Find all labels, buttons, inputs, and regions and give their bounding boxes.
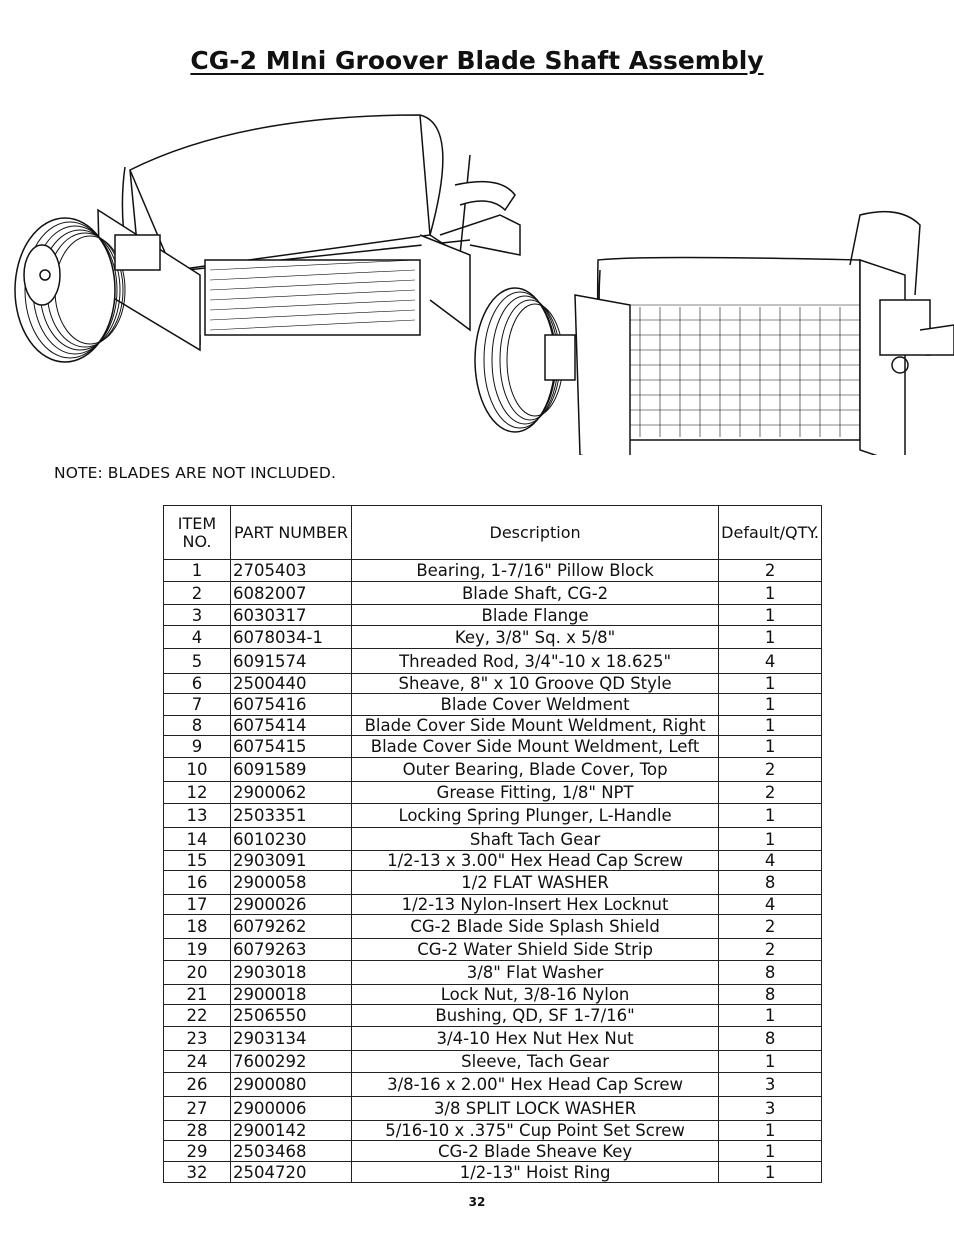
- qty-cell: 1: [719, 626, 822, 649]
- description-cell: 3/4-10 Hex Nut Hex Nut: [352, 1027, 719, 1051]
- table-row: [164, 871, 822, 895]
- qty-cell: 2: [719, 758, 822, 782]
- qty-cell: 8: [719, 985, 822, 1005]
- description-cell: Blade Shaft, CG-2: [352, 582, 719, 605]
- item-no-cell: 15: [164, 851, 231, 871]
- description-cell: 1/2-13 x 3.00" Hex Head Cap Screw: [352, 851, 719, 871]
- qty-cell: 4: [719, 851, 822, 871]
- description-cell: 1/2-13" Hoist Ring: [352, 1162, 719, 1183]
- table-row: [164, 782, 822, 804]
- note-text: NOTE: BLADES ARE NOT INCLUDED.: [54, 464, 336, 482]
- description-cell: 1/2-13 Nylon-Insert Hex Locknut: [352, 895, 719, 915]
- item-no-cell: 10: [164, 758, 231, 782]
- part-number-cell: 2903134: [231, 1027, 352, 1051]
- table-row: [164, 1097, 822, 1121]
- qty-cell: 1: [719, 1141, 822, 1162]
- qty-cell: 8: [719, 961, 822, 985]
- qty-cell: 1: [719, 1005, 822, 1027]
- qty-cell: 2: [719, 782, 822, 804]
- qty-cell: 1: [719, 804, 822, 828]
- description-cell: Blade Flange: [352, 605, 719, 626]
- part-number-cell: 2900026: [231, 895, 352, 915]
- part-number-cell: 6091589: [231, 758, 352, 782]
- description-cell: Lock Nut, 3/8-16 Nylon: [352, 985, 719, 1005]
- description-cell: Bearing, 1-7/16" Pillow Block: [352, 560, 719, 582]
- table-row: [164, 985, 822, 1005]
- item-no-cell: 27: [164, 1097, 231, 1121]
- item-no-cell: 14: [164, 828, 231, 851]
- item-no-cell: 20: [164, 961, 231, 985]
- header-part-number: PART NUMBER: [231, 506, 352, 560]
- qty-cell: 1: [719, 582, 822, 605]
- table-row: [164, 1073, 822, 1097]
- qty-cell: 2: [719, 560, 822, 582]
- part-number-cell: 2900018: [231, 985, 352, 1005]
- item-no-cell: 29: [164, 1141, 231, 1162]
- part-number-cell: 2900080: [231, 1073, 352, 1097]
- qty-cell: 1: [719, 674, 822, 694]
- header-qty: Default/QTY.: [719, 506, 822, 560]
- qty-cell: 4: [719, 649, 822, 674]
- qty-cell: 3: [719, 1073, 822, 1097]
- part-number-cell: 2900142: [231, 1121, 352, 1141]
- part-number-cell: 2900062: [231, 782, 352, 804]
- description-cell: Shaft Tach Gear: [352, 828, 719, 851]
- item-no-cell: 13: [164, 804, 231, 828]
- qty-cell: 1: [719, 1051, 822, 1073]
- description-cell: Blade Cover Side Mount Weldment, Right: [352, 716, 719, 736]
- item-no-cell: 16: [164, 871, 231, 895]
- qty-cell: 3: [719, 1097, 822, 1121]
- qty-cell: 1: [719, 736, 822, 758]
- part-number-cell: 6075414: [231, 716, 352, 736]
- qty-cell: 1: [719, 1121, 822, 1141]
- table-row: [164, 828, 822, 851]
- description-cell: 5/16-10 x .375" Cup Point Set Screw: [352, 1121, 719, 1141]
- table-header-row: [164, 506, 822, 560]
- item-no-cell: 7: [164, 694, 231, 716]
- header-description: Description: [352, 506, 719, 560]
- part-number-cell: 2500440: [231, 674, 352, 694]
- table-row: [164, 560, 822, 582]
- table-row: [164, 736, 822, 758]
- item-no-cell: 12: [164, 782, 231, 804]
- table-row: [164, 895, 822, 915]
- part-number-cell: 7600292: [231, 1051, 352, 1073]
- description-cell: Blade Cover Side Mount Weldment, Left: [352, 736, 719, 758]
- part-number-cell: 2900006: [231, 1097, 352, 1121]
- table-row: [164, 1141, 822, 1162]
- item-no-cell: 1: [164, 560, 231, 582]
- table-row: [164, 1162, 822, 1183]
- description-cell: Grease Fitting, 1/8" NPT: [352, 782, 719, 804]
- qty-cell: 1: [719, 1162, 822, 1183]
- item-no-cell: 32: [164, 1162, 231, 1183]
- part-number-cell: 6091574: [231, 649, 352, 674]
- item-no-cell: 3: [164, 605, 231, 626]
- qty-cell: 2: [719, 915, 822, 939]
- table-row: [164, 939, 822, 961]
- item-no-cell: 17: [164, 895, 231, 915]
- part-number-cell: 2903091: [231, 851, 352, 871]
- table-row: [164, 582, 822, 605]
- description-cell: Bushing, QD, SF 1-7/16": [352, 1005, 719, 1027]
- description-cell: Sheave, 8" x 10 Groove QD Style: [352, 674, 719, 694]
- table-row: [164, 1121, 822, 1141]
- item-no-cell: 26: [164, 1073, 231, 1097]
- part-number-cell: 2903018: [231, 961, 352, 985]
- qty-cell: 8: [719, 871, 822, 895]
- table-row: [164, 649, 822, 674]
- description-cell: Threaded Rod, 3/4"-10 x 18.625": [352, 649, 719, 674]
- table-row: [164, 804, 822, 828]
- qty-cell: 8: [719, 1027, 822, 1051]
- description-cell: 3/8-16 x 2.00" Hex Head Cap Screw: [352, 1073, 719, 1097]
- parts-table: [163, 505, 822, 1183]
- part-number-cell: 2503468: [231, 1141, 352, 1162]
- description-cell: Outer Bearing, Blade Cover, Top: [352, 758, 719, 782]
- item-no-cell: 6: [164, 674, 231, 694]
- parts-table-body: [164, 560, 822, 1183]
- assembly-drawing: [0, 95, 954, 455]
- item-no-cell: 5: [164, 649, 231, 674]
- table-row: [164, 851, 822, 871]
- description-cell: CG-2 Blade Sheave Key: [352, 1141, 719, 1162]
- header-item-no: ITEM NO.: [164, 506, 231, 560]
- item-no-cell: 21: [164, 985, 231, 1005]
- qty-cell: 1: [719, 694, 822, 716]
- description-cell: Key, 3/8" Sq. x 5/8": [352, 626, 719, 649]
- part-number-cell: 6075416: [231, 694, 352, 716]
- part-number-cell: 6079262: [231, 915, 352, 939]
- table-row: [164, 1051, 822, 1073]
- qty-cell: 4: [719, 895, 822, 915]
- item-no-cell: 24: [164, 1051, 231, 1073]
- item-no-cell: 8: [164, 716, 231, 736]
- part-number-cell: 2506550: [231, 1005, 352, 1027]
- description-cell: CG-2 Water Shield Side Strip: [352, 939, 719, 961]
- table-row: [164, 694, 822, 716]
- part-number-cell: 6030317: [231, 605, 352, 626]
- part-number-cell: 6075415: [231, 736, 352, 758]
- description-cell: Sleeve, Tach Gear: [352, 1051, 719, 1073]
- part-number-cell: 2900058: [231, 871, 352, 895]
- table-row: [164, 626, 822, 649]
- qty-cell: 2: [719, 939, 822, 961]
- table-row: [164, 1027, 822, 1051]
- part-number-cell: 2504720: [231, 1162, 352, 1183]
- item-no-cell: 4: [164, 626, 231, 649]
- item-no-cell: 9: [164, 736, 231, 758]
- part-number-cell: 6010230: [231, 828, 352, 851]
- description-cell: 3/8 SPLIT LOCK WASHER: [352, 1097, 719, 1121]
- item-no-cell: 19: [164, 939, 231, 961]
- table-row: [164, 915, 822, 939]
- item-no-cell: 22: [164, 1005, 231, 1027]
- qty-cell: 1: [719, 605, 822, 626]
- part-number-cell: 6078034-1: [231, 626, 352, 649]
- table-row: [164, 674, 822, 694]
- table-row: [164, 1005, 822, 1027]
- description-cell: Locking Spring Plunger, L-Handle: [352, 804, 719, 828]
- table-row: [164, 961, 822, 985]
- description-cell: Blade Cover Weldment: [352, 694, 719, 716]
- description-cell: 1/2 FLAT WASHER: [352, 871, 719, 895]
- part-number-cell: 6082007: [231, 582, 352, 605]
- page-number: 32: [468, 1195, 486, 1209]
- part-number-cell: 2705403: [231, 560, 352, 582]
- table-row: [164, 716, 822, 736]
- item-no-cell: 23: [164, 1027, 231, 1051]
- item-no-cell: 2: [164, 582, 231, 605]
- qty-cell: 1: [719, 716, 822, 736]
- part-number-cell: 2503351: [231, 804, 352, 828]
- part-number-cell: 6079263: [231, 939, 352, 961]
- item-no-cell: 18: [164, 915, 231, 939]
- qty-cell: 1: [719, 828, 822, 851]
- description-cell: CG-2 Blade Side Splash Shield: [352, 915, 719, 939]
- table-row: [164, 758, 822, 782]
- page-title: CG-2 MIni Groover Blade Shaft Assembly: [190, 46, 764, 75]
- table-row: [164, 605, 822, 626]
- item-no-cell: 28: [164, 1121, 231, 1141]
- description-cell: 3/8" Flat Washer: [352, 961, 719, 985]
